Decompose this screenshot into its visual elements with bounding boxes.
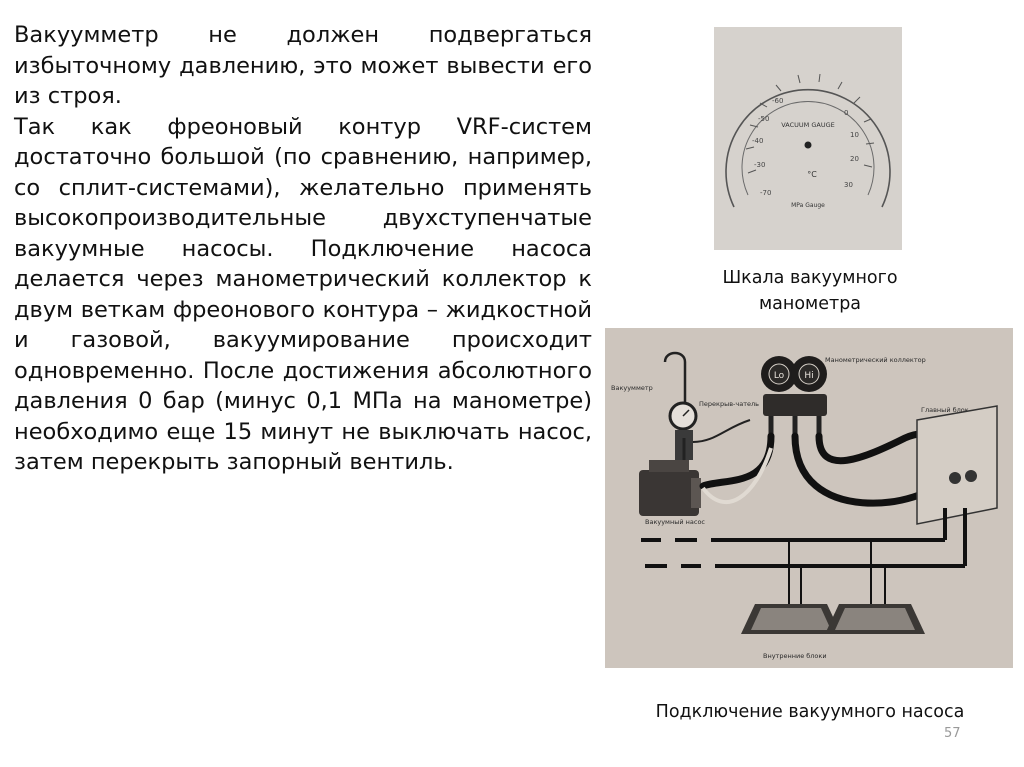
svg-text:-60: -60 bbox=[772, 97, 784, 105]
svg-text:-40: -40 bbox=[752, 137, 764, 145]
gauge-unit-mpa: MPa Gauge bbox=[791, 202, 825, 209]
pump-connection-diagram bbox=[605, 328, 1013, 668]
manifold-gauge bbox=[761, 356, 827, 436]
svg-text:10: 10 bbox=[850, 131, 859, 139]
svg-text:0: 0 bbox=[844, 109, 849, 117]
gauge-unit-c: °C bbox=[807, 170, 817, 179]
manifold-hi-label: Hi bbox=[804, 371, 814, 381]
svg-text:20: 20 bbox=[850, 155, 859, 163]
svg-text:-70: -70 bbox=[760, 189, 772, 197]
svg-text:30: 30 bbox=[844, 181, 853, 189]
gauge-pivot bbox=[805, 142, 812, 149]
label-pump: Вакуумный насос bbox=[645, 518, 705, 526]
label-indoor-units: Внутренние блоки bbox=[763, 652, 827, 660]
vacuum-gauge-photo bbox=[714, 27, 902, 250]
diagram-caption: Подключение вакуумного насоса bbox=[655, 702, 965, 722]
svg-text:-50: -50 bbox=[758, 115, 770, 123]
paragraph-1: Вакуумметр не должен подвергаться избыточному давлению, это может вывести его из строя. bbox=[14, 22, 592, 109]
label-vacuum-gauge: Вакуумметр bbox=[611, 384, 653, 392]
label-valve: Перекрыв-чатель bbox=[699, 400, 759, 408]
label-main-unit: Главный блок bbox=[921, 406, 969, 414]
body-text bbox=[14, 20, 592, 478]
gauge-face-title: VACUUM GAUGE bbox=[781, 121, 835, 129]
paragraph-2: Так как фреоновый контур VRF-систем достаточно большой (по сравнению, например, со сплит-системами), желательно применять высокопроизводительные двухступенчатые вакуумные насосы. Подключение насоса делается через манометрический коллектор к двум веткам фреонового контура – жидкостной и газовой, вакуумирование происходит одновременно. После достижения абсолютного давления 0 бар (минус 0,1 МПа на манометре) необходимо еще 15 минут не выключать насос, затем перекрыть запорный вентиль. bbox=[14, 113, 592, 475]
gauge-caption: Шкала вакуумного манометра bbox=[722, 268, 898, 314]
slide-number: 57 bbox=[944, 726, 961, 741]
manifold-lo-label: Lo bbox=[773, 371, 785, 381]
main-unit bbox=[917, 406, 997, 524]
svg-text:-30: -30 bbox=[754, 161, 766, 169]
label-manifold: Манометрический коллектор bbox=[825, 356, 926, 364]
